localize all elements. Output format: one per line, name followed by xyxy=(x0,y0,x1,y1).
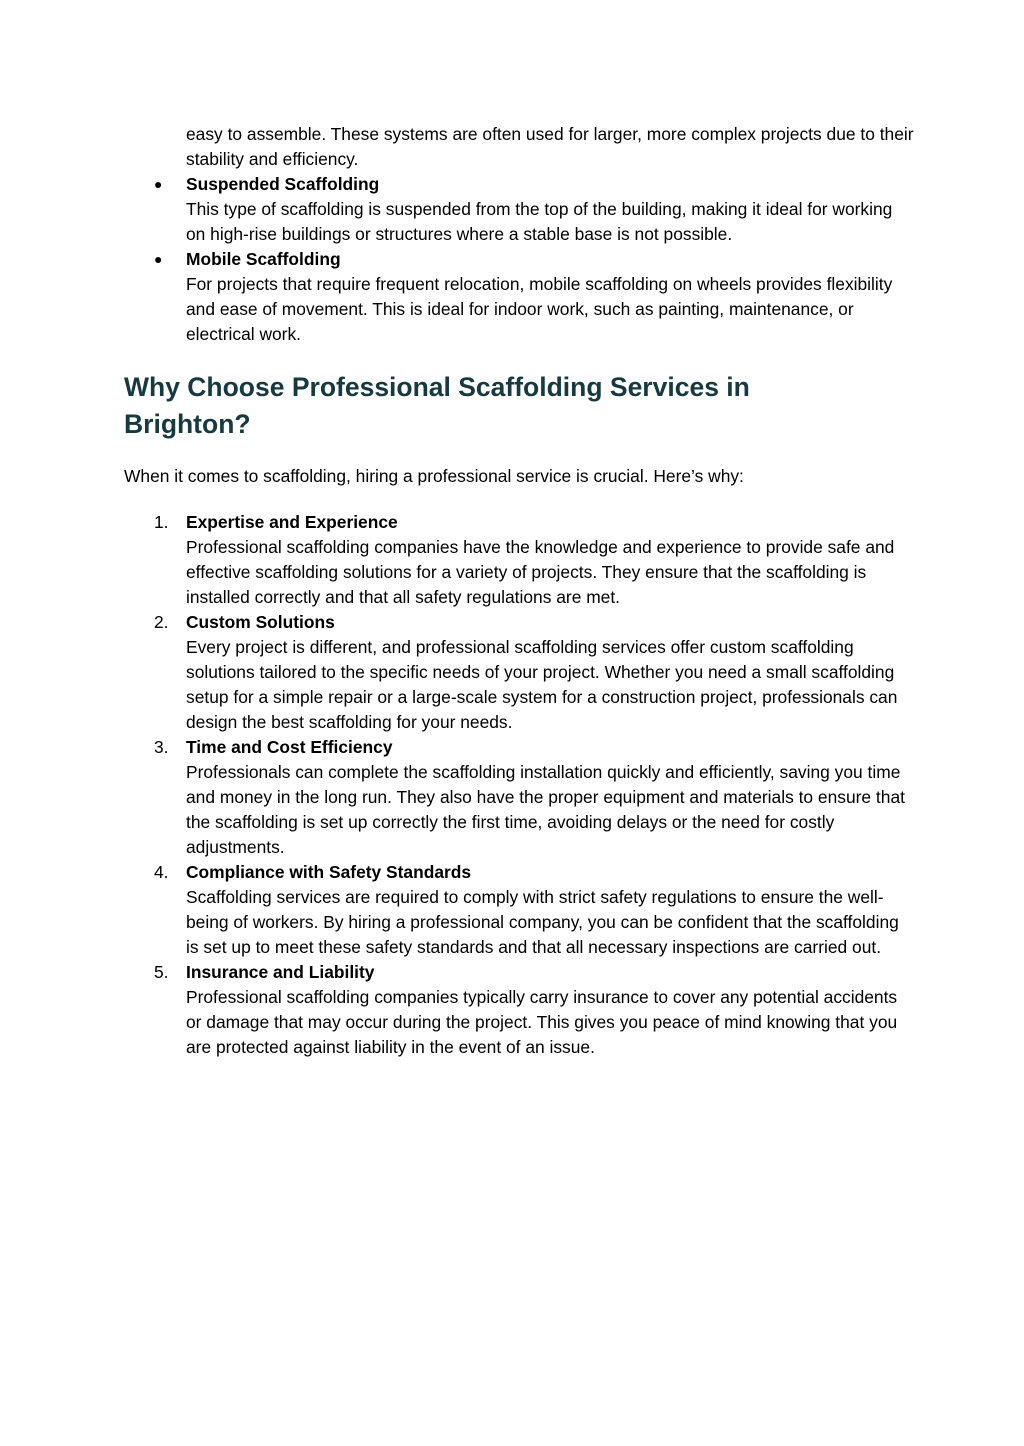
list-item-compliance xyxy=(124,860,924,960)
list-item-insurance xyxy=(124,960,924,1060)
list-item-mobile-scaffolding xyxy=(124,247,924,347)
list-item-title: Compliance with Safety Standards xyxy=(186,862,472,882)
list-item-description: Scaffolding services are required to comply with strict safety regulations to ensure the well-being of workers. By hiring a professional company, you can be confident that the scaffolding is set up to meet these safety standards and that all necessary inspections are carried out. xyxy=(186,887,899,957)
list-item-description: Every project is different, and professional scaffolding services offer custom scaffolding solutions tailored to the specific needs of your project. Whether you need a small scaffolding setup for a simple repair or a large-scale system for a construction project, professionals can design the best scaffolding for your needs. xyxy=(186,637,898,732)
list-item-expertise xyxy=(124,510,924,610)
list-item-description: For projects that require frequent relocation, mobile scaffolding on wheels provides flexibility and ease of movement. This is ideal for indoor work, such as painting, maintenance, or electrical work. xyxy=(186,274,893,344)
bullet-icon: ● xyxy=(154,251,163,267)
list-item-description: This type of scaffolding is suspended from the top of the building, making it ideal for working on high-rise buildings or structures where a stable base is not possible. xyxy=(186,199,893,244)
list-item-description: Professionals can complete the scaffolding installation quickly and efficiently, saving you time and money in the long run. They also have the proper equipment and materials to ensure that the scaffolding is set up correctly the first time, avoiding delays or the need for costly adjustments. xyxy=(186,762,905,857)
list-number: 5. xyxy=(154,962,169,982)
list-item-description: Professional scaffolding companies typically carry insurance to cover any potential accidents or damage that may occur during the project. This gives you peace of mind knowing that you are protected against liability in the event of an issue. xyxy=(186,987,898,1057)
list-item-title: Insurance and Liability xyxy=(186,962,375,982)
intro-paragraph: When it comes to scaffolding, hiring a professional service is crucial. Here’s why: xyxy=(124,466,744,486)
list-number: 1. xyxy=(154,512,169,532)
list-number: 3. xyxy=(154,737,169,757)
list-item-title: Suspended Scaffolding xyxy=(186,174,380,194)
list-number: 2. xyxy=(154,612,169,632)
bullet-icon: ● xyxy=(154,176,163,192)
list-item-time-cost xyxy=(124,735,924,860)
list-item-title: Mobile Scaffolding xyxy=(186,249,341,269)
list-number: 4. xyxy=(154,862,169,882)
section-heading: Why Choose Professional Scaffolding Services in Brighton? xyxy=(124,372,750,439)
list-item-title: Time and Cost Efficiency xyxy=(186,737,393,757)
list-item-title: Custom Solutions xyxy=(186,612,335,632)
reasons-list xyxy=(124,510,924,1060)
list-item-suspended-scaffolding xyxy=(124,172,924,247)
list-item-custom-solutions xyxy=(124,610,924,735)
list-item-title: Expertise and Experience xyxy=(186,512,398,532)
continuation-paragraph: easy to assemble. These systems are often used for larger, more complex projects due to their stability and efficiency. xyxy=(186,124,914,169)
list-item-description: Professional scaffolding companies have the knowledge and experience to provide safe and effective scaffolding solutions for a variety of projects. They ensure that the scaffolding is installed correctly and that all safety regulations are met. xyxy=(186,537,895,607)
scaffolding-types-list xyxy=(124,172,924,347)
